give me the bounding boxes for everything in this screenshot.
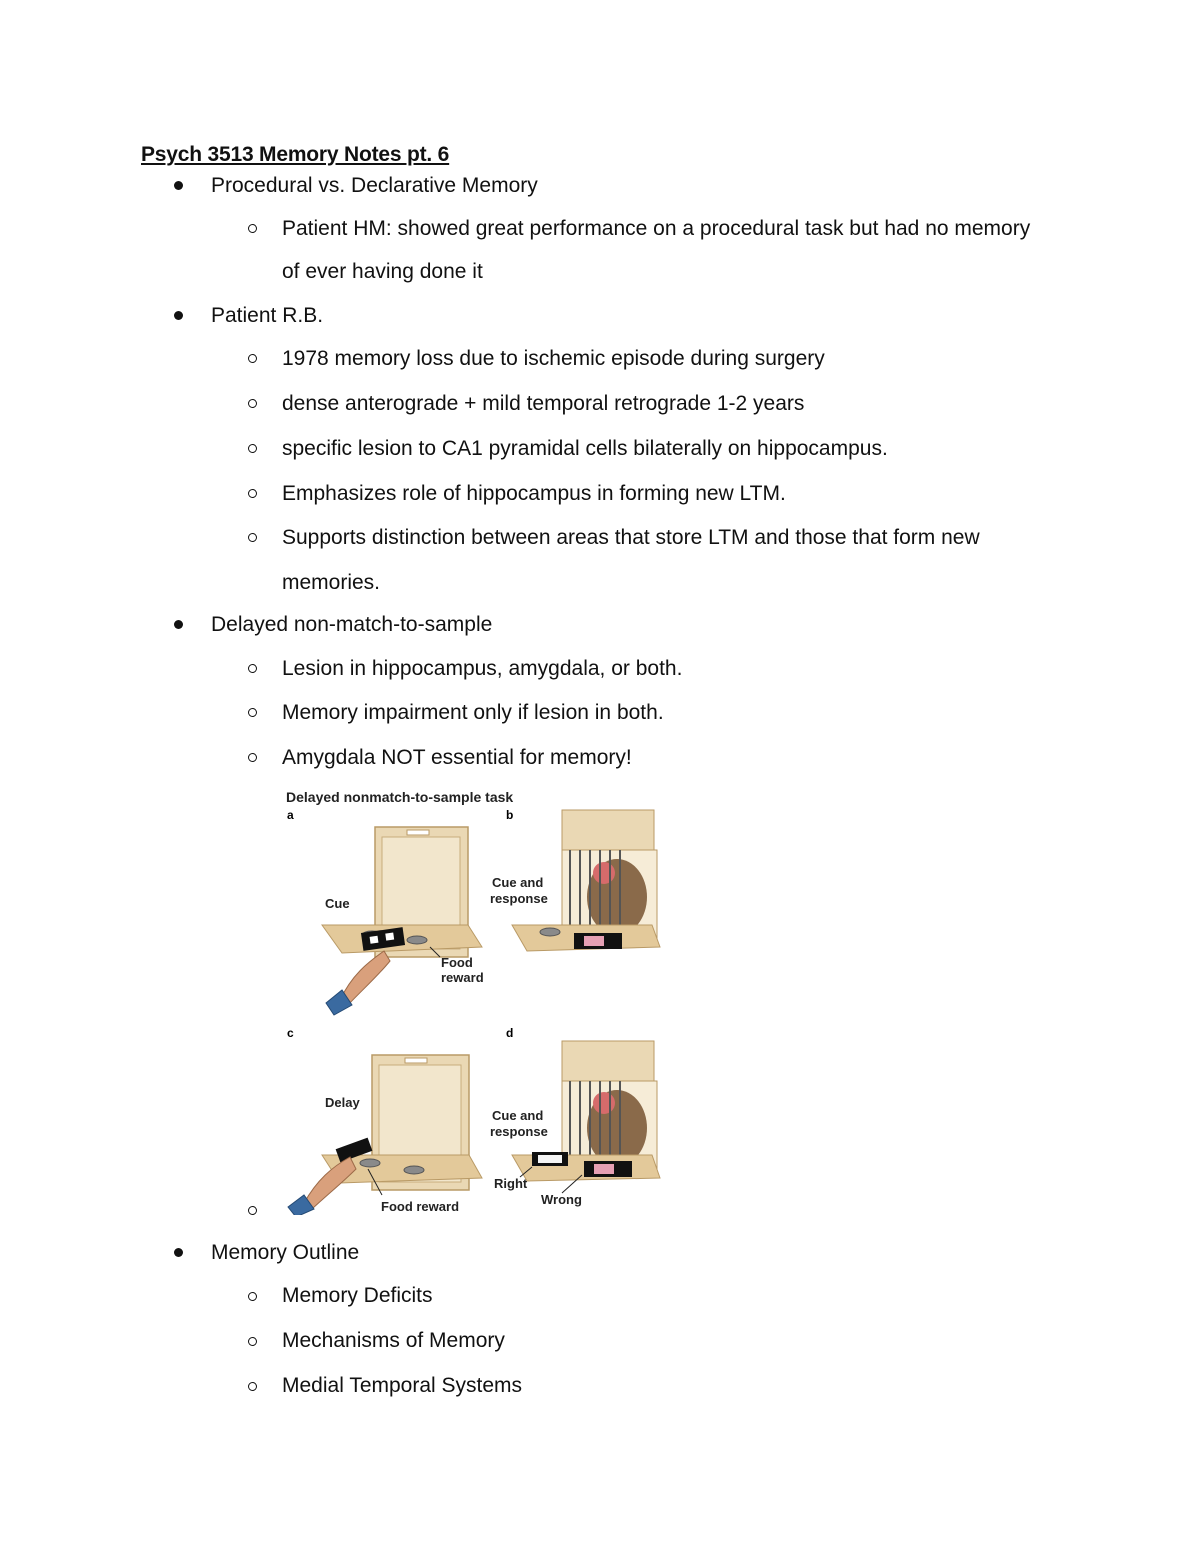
list-item: Memory impairment only if lesion in both. [282,701,664,724]
bullet-icon [174,181,183,190]
panel-c-apparatus [288,1055,482,1215]
list-item: Patient HM: showed great performance on a procedural task but had no memory [282,217,1031,240]
label-cue-and-response-d-line1: Cue and [492,1108,544,1123]
section-heading: Procedural vs. Declarative Memory [211,174,538,197]
circle-bullet-icon [248,224,257,233]
circle-bullet-icon [248,1206,257,1215]
circle-bullet-icon [248,354,257,363]
list-item-continuation: of ever having done it [282,260,483,283]
circle-bullet-icon [248,708,257,717]
circle-bullet-icon [248,753,257,762]
list-item: Supports distinction between areas that store LTM and those that form new [282,526,980,549]
list-item: Mechanisms of Memory [282,1329,505,1352]
label-cue-and-response-b-line1: Cue and [492,875,544,890]
circle-bullet-icon [248,533,257,542]
panel-a-apparatus [322,827,484,1015]
label-right: Right [494,1176,528,1191]
panel-b-apparatus [490,810,660,951]
bullet-icon [174,620,183,629]
list-item: dense anterograde + mild temporal retrograde 1-2 years [282,392,805,415]
section-heading: Memory Outline [211,1241,360,1264]
bullet-icon [174,311,183,320]
panel-label-a: a [287,808,294,822]
list-item: Emphasizes role of hippocampus in forming new LTM. [282,482,786,505]
label-cue: Cue [325,896,350,911]
bullet-icon [174,1248,183,1257]
label-wrong: Wrong [541,1192,582,1207]
figure-title: Delayed nonmatch-to-sample task [286,789,514,805]
label-cue-and-response-b-line2: response [490,891,548,906]
circle-bullet-icon [248,444,257,453]
label-delay: Delay [325,1095,360,1110]
circle-bullet-icon [248,664,257,673]
panel-label-b: b [506,808,514,822]
section-heading: Delayed non-match-to-sample [211,613,493,636]
circle-bullet-icon [248,399,257,408]
circle-bullet-icon [248,489,257,498]
panel-label-d: d [506,1026,514,1040]
list-item: specific lesion to CA1 pyramidal cells bilaterally on hippocampus. [282,437,888,460]
list-item: Lesion in hippocampus, amygdala, or both. [282,657,683,680]
dnms-task-figure [282,785,672,1215]
label-food-reward-line2: reward [441,970,484,985]
panel-label-c: c [287,1026,294,1040]
circle-bullet-icon [248,1337,257,1346]
label-food-reward-c: Food reward [381,1199,460,1214]
label-cue-and-response-d-line2: response [490,1124,548,1139]
section-heading: Patient R.B. [211,304,324,327]
panel-d-apparatus [490,1041,660,1207]
list-item: Medial Temporal Systems [282,1374,523,1397]
circle-bullet-icon [248,1292,257,1301]
list-item: 1978 memory loss due to ischemic episode during surgery [282,347,825,370]
list-item: Amygdala NOT essential for memory! [282,746,632,769]
circle-bullet-icon [248,1382,257,1391]
label-food-reward-line1: Food [441,955,473,970]
list-item-continuation: memories. [282,571,381,594]
list-item: Memory Deficits [282,1284,433,1307]
page-title: Psych 3513 Memory Notes pt. 6 [141,143,450,166]
